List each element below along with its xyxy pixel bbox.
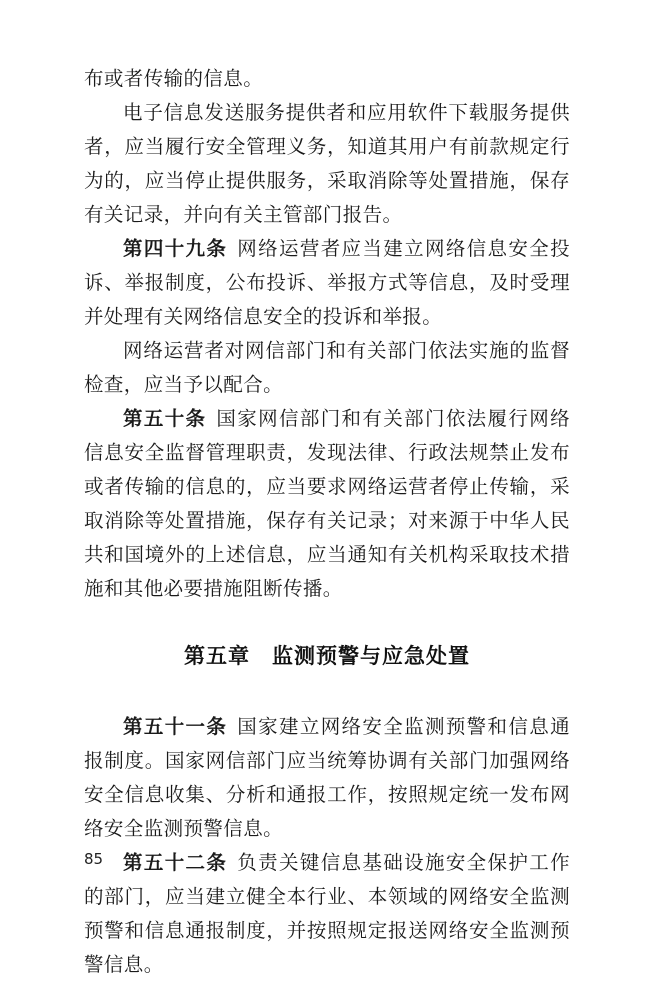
paragraph-text: 网络运营者应当建立网络信息安全投诉、举报制度，公布投诉、举报方式等信息，及时受理并处理有关网络信息安全的投诉和举报。: [84, 237, 570, 328]
paragraph: [84, 334, 570, 402]
paragraph: [84, 846, 570, 982]
paragraph-text: 网络运营者对网信部门和有关部门依法实施的监督检查，应当予以配合。: [84, 339, 570, 396]
paragraph-text: 负责关键信息基础设施安全保护工作的部门，应当建立健全本行业、本领域的网络安全监测预警和信息通报制度，并按照规定报送网络安全监测预警信息。: [84, 851, 570, 976]
paragraph: [84, 402, 570, 606]
paragraph: [84, 96, 570, 232]
paragraph: [84, 232, 570, 334]
paragraph-text: 电子信息发送服务提供者和应用软件下载服务提供者，应当履行安全管理义务，知道其用户有前款规定行为的，应当停止提供服务，采取消除等处置措施，保存有关记录，并向有关主管部门报告。: [84, 101, 570, 226]
paragraph: [84, 710, 570, 846]
article-number: 第五十一条: [123, 715, 228, 738]
chapter-title: 第五章 监测预警与应急处置: [184, 644, 470, 668]
article-number: 第五十条: [123, 407, 207, 430]
article-number: 第五十二条: [123, 851, 228, 874]
article-block-before: [84, 62, 570, 606]
article-number: 第四十九条: [123, 237, 228, 260]
paragraph-text: 国家建立网络安全监测预警和信息通报制度。国家网信部门应当统筹协调有关部门加强网络安全信息收集、分析和通报工作，按照规定统一发布网络安全监测预警信息。: [84, 715, 570, 840]
page-number: 85: [84, 850, 104, 868]
paragraph-text: 国家网信部门和有关部门依法履行网络信息安全监督管理职责，发现法律、行政法规禁止发布或者传输的信息的，应当要求网络运营者停止传输，采取消除等处置措施，保存有关记录；对来源于中华人民共和国境外的上述信息，应当通知有关机构采取技术措施和其他必要措施阻断传播。: [84, 407, 570, 600]
paragraph: [84, 62, 570, 96]
article-block-after: [84, 710, 570, 982]
document-page: [84, 62, 570, 982]
paragraph-text: 布或者传输的信息。: [84, 67, 264, 90]
